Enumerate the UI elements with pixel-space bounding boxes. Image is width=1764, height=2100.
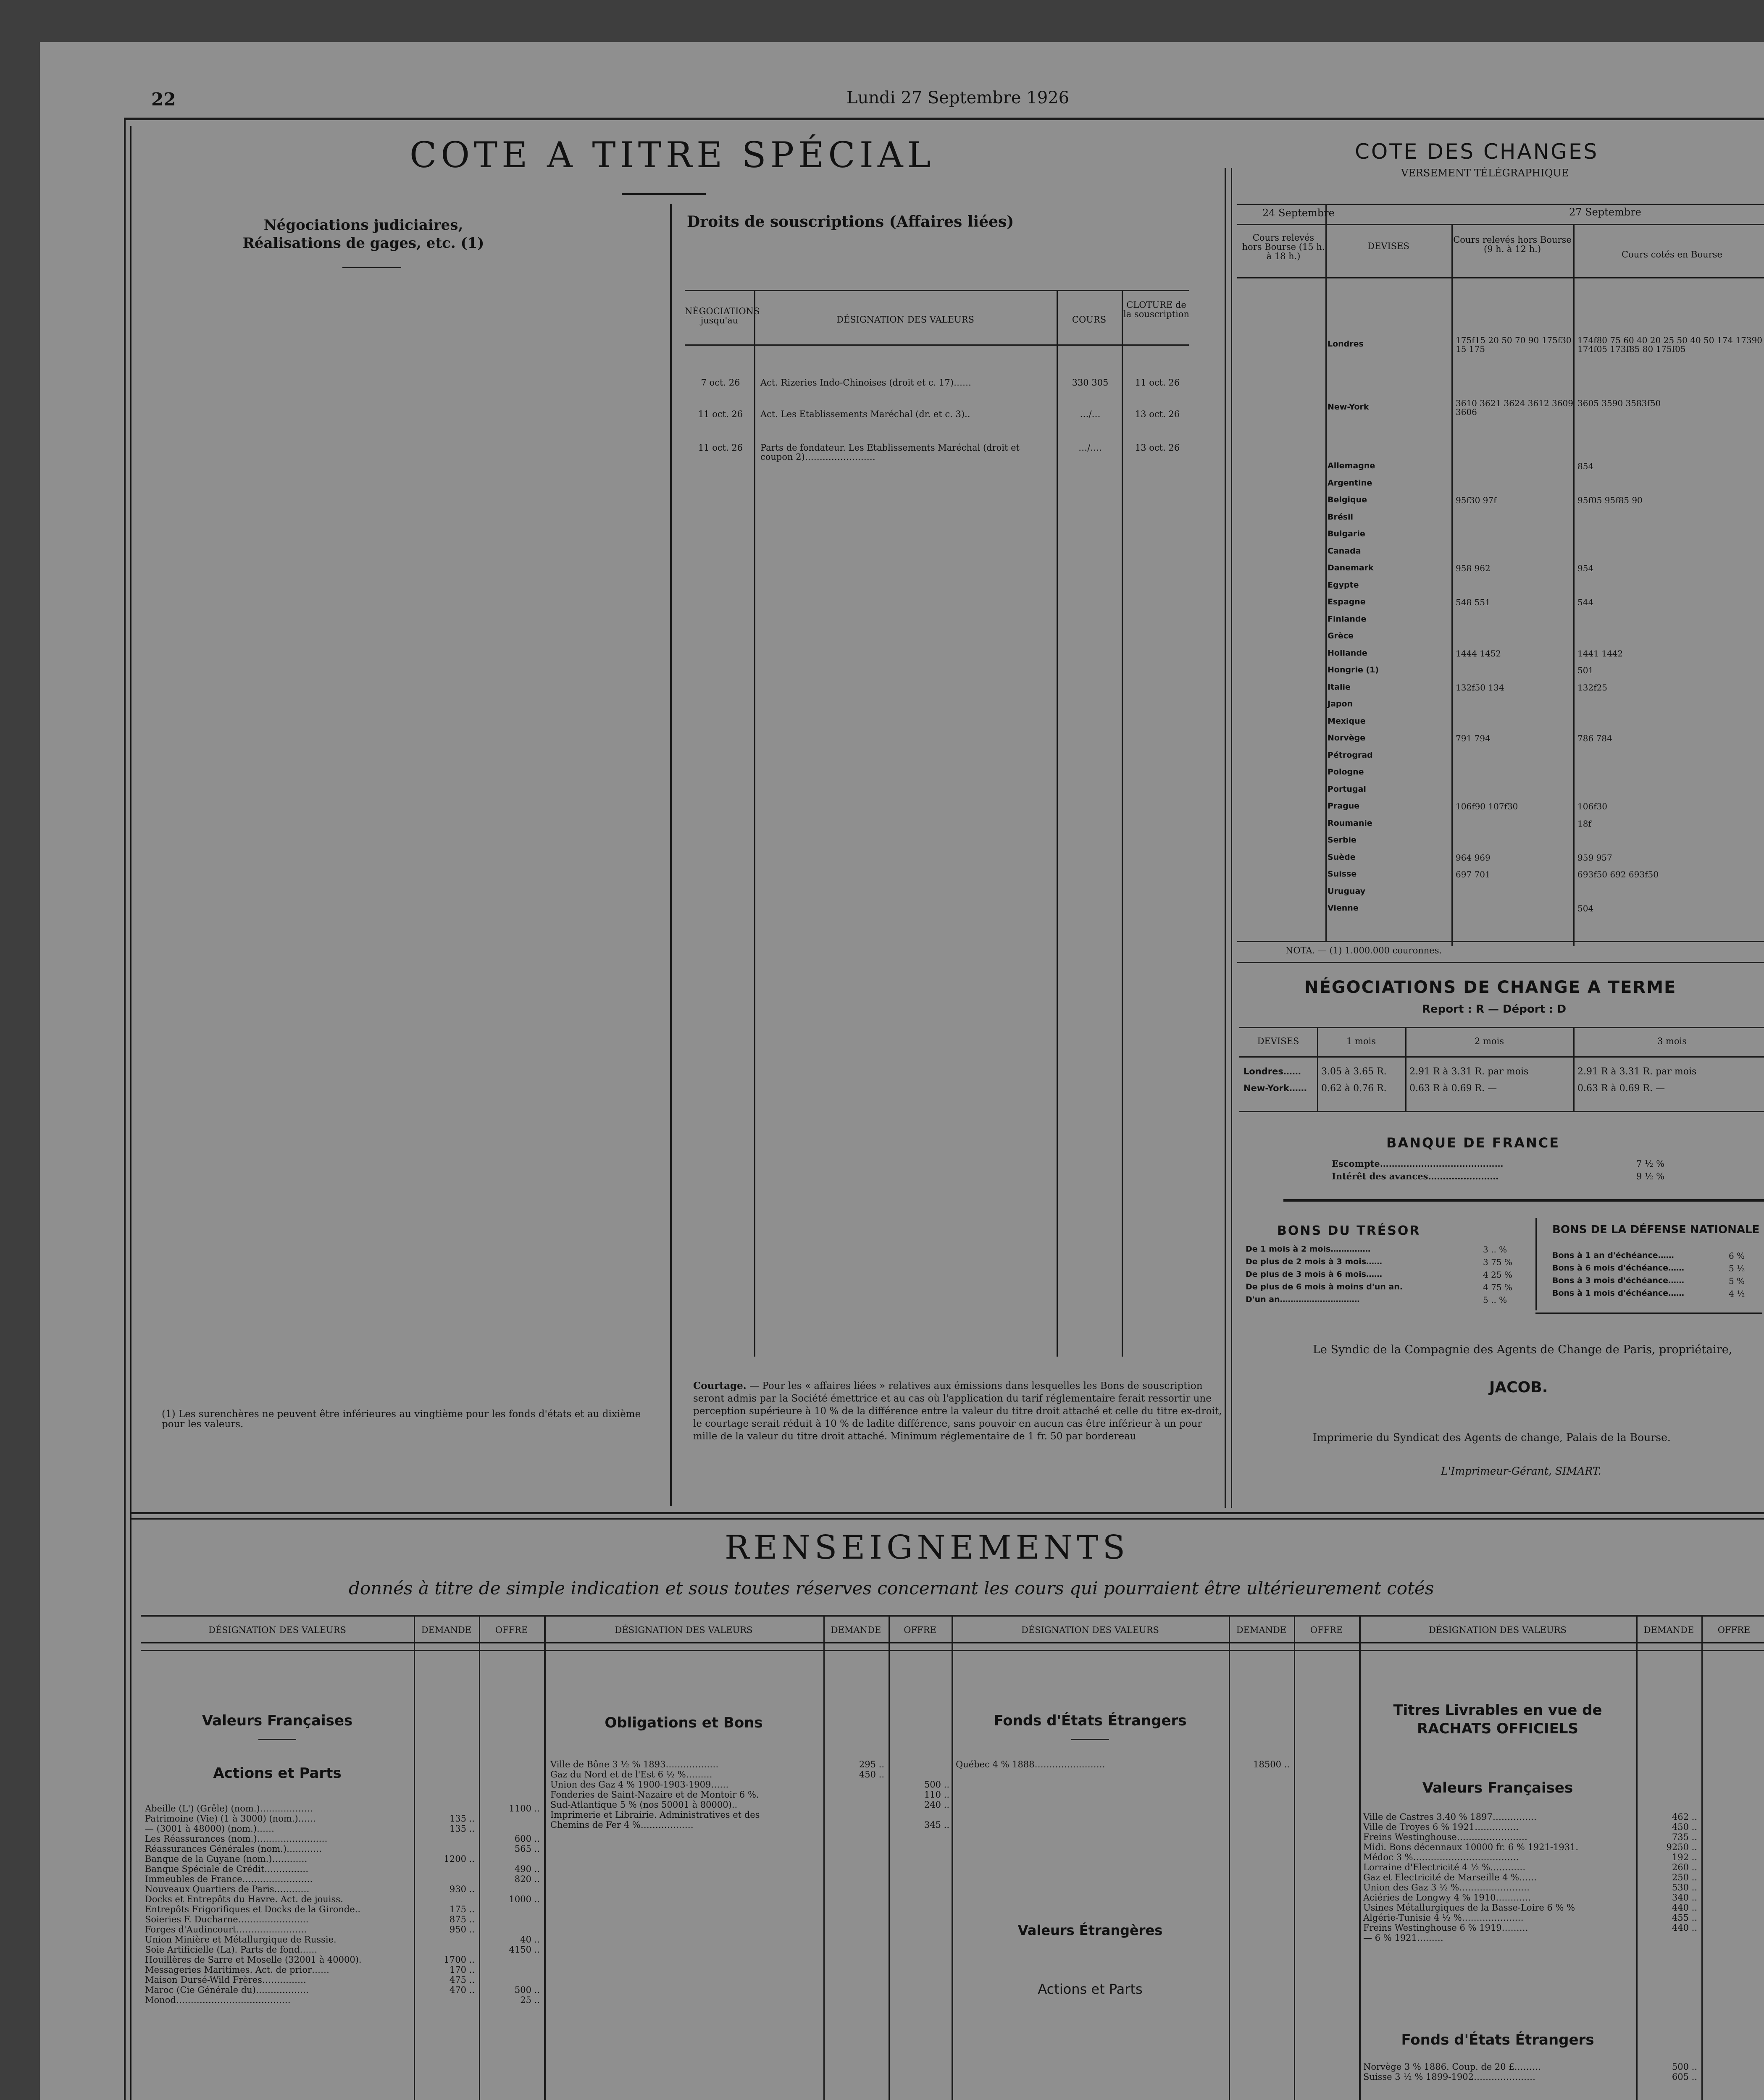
bons-defense-label: Bons à 3 mois d'échéance…… — [1552, 1276, 1685, 1285]
table-col-1 — [754, 290, 755, 1357]
terme-subtitle: Report : R — Déport : D — [1422, 1003, 1567, 1016]
valeur-demande: 295 .. — [859, 1759, 884, 1769]
valeur-demande: 135 .. — [449, 1824, 475, 1834]
souscription-cours: …/… — [1080, 409, 1101, 419]
valeur-name: Houillères de Sarre et Moselle (32001 à 40000). — [145, 1955, 362, 1965]
devise-label: Grèce — [1328, 631, 1354, 640]
rens-col-rule-6 — [952, 1615, 953, 2100]
col3-heading: Fonds d'États Étrangers — [994, 1712, 1187, 1729]
section-rule-2 — [130, 1518, 1764, 1520]
souscription-designation: Parts de fondateur. Les Etablissements Maréchal (droit et coupon 2)…………………… — [760, 443, 1020, 462]
rachat-name: Midi. Bons décennaux 10000 fr. 6 % 1921-1931. — [1363, 1842, 1579, 1852]
valeur-name: Soieries F. Ducharne…………………… — [145, 1914, 309, 1924]
cours-releves: 3610 3621 3624 3612 3609 3606 — [1456, 398, 1573, 417]
rachat-name: Freins Westinghouse 6 % 1919……… — [1363, 1923, 1528, 1933]
rachat-name: Usines Métallurgiques de la Basse-Loire 6 % % — [1363, 1903, 1575, 1913]
rens-th-demande-3: DEMANDE — [1236, 1625, 1287, 1635]
devise-label: Suisse — [1328, 869, 1357, 879]
rachat-name: Lorraine d'Electricité 4 ½ %………… — [1363, 1862, 1526, 1872]
rachat-name: — 6 % 1921……… — [1363, 1933, 1443, 1943]
valeur-name: Les Réassurances (nom.)…………………… — [145, 1834, 328, 1844]
bons-defense-value: 4 ½ — [1729, 1289, 1745, 1299]
cours-releves: 106f90 107f30 — [1456, 801, 1518, 811]
date-right: 27 Septembre — [1569, 206, 1641, 218]
rachat-name: Suisse 3 ½ % 1899-1902………………… — [1363, 2072, 1535, 2082]
th-cours-releves-right: Cours relevés hors Bourse (9 h. à 12 h.) — [1453, 235, 1572, 255]
souscription-designation: Act. Les Etablissements Maréchal (dr. et c. 3).. — [760, 409, 970, 419]
rachat-name: Freins Westinghouse…………………… — [1363, 1832, 1527, 1842]
valeur-name: — (3001 à 48000) (nom.)…… — [145, 1824, 274, 1834]
droits-heading: Droits de souscriptions (Affaires liées) — [687, 213, 1014, 231]
valeur-demande: 450 .. — [859, 1769, 884, 1780]
valeur-name: Québec 4 % 1888…………………… — [956, 1759, 1105, 1769]
cours-cotes: 501 — [1577, 665, 1594, 675]
cours-releves: 132f50 134 — [1456, 682, 1504, 693]
avances-value: 9 ½ % — [1636, 1171, 1665, 1181]
bons-divider — [1535, 1218, 1537, 1310]
changes-head-rule — [1237, 277, 1764, 278]
valeur-name: Monod………………………………… — [145, 1995, 291, 2005]
valeur-name: Réassurances Générales (nom.)………… — [145, 1844, 322, 1854]
nota-bottom-rule — [1237, 962, 1764, 963]
terme-title: NÉGOCIATIONS DE CHANGE A TERME — [1304, 978, 1677, 997]
bons-tresor-label: De 1 mois à 2 mois…………… — [1246, 1244, 1371, 1254]
valeur-offre: 4150 .. — [509, 1945, 540, 1955]
valeur-name: Patrimoine (Vie) (1 à 3000) (nom.)…… — [145, 1814, 316, 1824]
rachat-name: Union des Gaz 3 ½ %…………………… — [1363, 1882, 1530, 1893]
page-date: Lundi 27 Septembre 1926 — [847, 88, 1070, 108]
rachat-name: Médoc 3 %……………………………… — [1363, 1852, 1519, 1862]
rens-th-offre-4: OFFRE — [1717, 1625, 1751, 1635]
valeur-offre: 345 .. — [924, 1820, 949, 1830]
devise-label: Brésil — [1328, 512, 1354, 522]
rachat-demande: 340 .. — [1672, 1893, 1697, 1903]
avances-label: Intérêt des avances…………………… — [1332, 1171, 1499, 1181]
valeur-offre: 500 .. — [514, 1985, 540, 1995]
escompte-label: Escompte…………………………………… — [1332, 1158, 1504, 1169]
terme-devise: New-York…… — [1243, 1083, 1307, 1093]
terme-2mois: 0.63 R à 0.69 R. — — [1409, 1083, 1497, 1094]
table-col-2 — [1057, 290, 1058, 1357]
rens-th-offre-2: OFFRE — [904, 1625, 936, 1635]
page-number: 22 — [151, 89, 176, 110]
souscription-date: 11 oct. 26 — [698, 443, 743, 453]
valeur-offre: 40 .. — [520, 1935, 540, 1945]
rachat-demande: 250 .. — [1672, 1872, 1697, 1882]
devise-label: Portugal — [1328, 784, 1366, 794]
left-rule-inner — [130, 126, 131, 2100]
cours-cotes: 959 957 — [1577, 852, 1612, 863]
cours-cotes: 954 — [1577, 563, 1594, 573]
courtage-note: Courtage. — Pour les « affaires liées » relatives aux émissions dans lesquelles les Bons de souscription seront admis par la Société émettrice et au cas où l'application du tarif réglementaire ferait ressortir une perception supérieure à 10 % de la différence entre la valeur du titre droit attaché et celle du titre ex-droit, le courtage serait réduit à 10 % de ladite différence, sans pouvoir en aucun cas être inférieur à un pour mille de la valeur du titre droit attaché. Minimum réglementaire de 1 fr. 50 par bordereau — [693, 1380, 1222, 1442]
rens-col-rule-5 — [889, 1615, 890, 2100]
cours-cotes: 693f50 692 693f50 — [1577, 869, 1659, 879]
cours-cotes: 3605 3590 3583f50 — [1577, 398, 1661, 408]
devise-label: Norvège — [1328, 733, 1366, 743]
th-terme-2mois: 2 mois — [1474, 1036, 1504, 1046]
devise-label: Bulgarie — [1328, 529, 1365, 538]
rens-th-demande-2: DEMANDE — [831, 1625, 881, 1635]
valeur-demande: 470 .. — [449, 1985, 475, 1995]
table-col-3 — [1122, 290, 1123, 1357]
rachat-name: Gaz et Electricité de Marseille 4 %…… — [1363, 1872, 1537, 1882]
terme-1mois: 3.05 à 3.65 R. — [1321, 1066, 1387, 1077]
cours-releves: 548 551 — [1456, 597, 1491, 607]
valeur-demande: 175 .. — [449, 1904, 475, 1914]
bons-tresor-label: D'un an………………………… — [1246, 1295, 1360, 1304]
souscription-cloture: 11 oct. 26 — [1135, 378, 1180, 388]
rens-th-offre-1: OFFRE — [495, 1625, 528, 1635]
top-rule — [124, 118, 1764, 120]
valeur-name: Entrepôts Frigorifiques et Docks de la Gironde.. — [145, 1904, 361, 1914]
devise-label: Danemark — [1328, 563, 1374, 572]
rens-col-rule-4 — [823, 1615, 825, 2100]
terme-bottom-rule — [1239, 1111, 1764, 1112]
rachat-name: Algérie-Tunisie 4 ½ %………………… — [1363, 1913, 1524, 1923]
rens-th-designation-3: DÉSIGNATION DES VALEURS — [1021, 1625, 1159, 1635]
valeur-demande: 875 .. — [449, 1914, 475, 1924]
bons-defense-value: 5 ½ — [1729, 1263, 1745, 1273]
devise-label: Allemagne — [1328, 461, 1375, 470]
valeur-name: Fonderies de Saint-Nazaire et de Montoir 6 %. — [550, 1790, 759, 1800]
bons-tresor-label: De plus de 2 mois à 3 mois…… — [1246, 1257, 1383, 1266]
changes-top-rule — [1237, 204, 1764, 205]
imprimerie-text: Imprimerie du Syndicat des Agents de change, Palais de la Bourse. — [1313, 1431, 1671, 1444]
bons-defense-label: Bons à 6 mois d'échéance…… — [1552, 1263, 1685, 1273]
cours-cotes: 786 784 — [1577, 733, 1612, 743]
devise-label: Suède — [1328, 852, 1356, 862]
rachat-demande: 440 .. — [1672, 1923, 1697, 1933]
table-head-rule — [685, 344, 1189, 346]
negociations-heading: Négociations judiciaires, Réalisations de gages, etc. (1) — [242, 217, 484, 252]
valeur-name: Ville de Bône 3 ½ % 1893……………… — [550, 1759, 719, 1769]
right-divider-inner — [1231, 168, 1232, 1508]
rens-th-designation-4: DÉSIGNATION DES VALEURS — [1429, 1625, 1567, 1635]
rachat-demande: 455 .. — [1672, 1913, 1697, 1923]
devise-label: Prague — [1328, 801, 1360, 811]
devise-label: Uruguay — [1328, 886, 1366, 896]
devise-label: Finlande — [1328, 614, 1367, 624]
th-cours: COURS — [1072, 315, 1107, 325]
devise-label: Pétrograd — [1328, 750, 1373, 760]
souscription-cours: 330 305 — [1072, 378, 1109, 388]
col4-section-2: Fonds d'États Étrangers — [1401, 2032, 1594, 2048]
devise-label: New-York — [1328, 402, 1369, 412]
valeur-demande: 18500 .. — [1253, 1759, 1290, 1769]
devise-label: Belgique — [1328, 495, 1367, 504]
valeur-offre: 565 .. — [514, 1844, 540, 1854]
left-rule — [124, 118, 126, 2100]
cote-titre-title: COTE A TITRE SPÉCIAL — [410, 134, 935, 176]
valeur-name: Forges d'Audincourt…………………… — [145, 1924, 307, 1935]
rachat-demande: 605 .. — [1672, 2072, 1697, 2082]
bons-defense-label: Bons à 1 an d'échéance…… — [1552, 1251, 1674, 1260]
changes-col-1 — [1325, 204, 1327, 941]
rens-th-demande-1: DEMANDE — [421, 1625, 472, 1635]
devise-label: Mexique — [1328, 716, 1366, 726]
rachat-demande: 462 .. — [1672, 1812, 1697, 1822]
th-designation: DÉSIGNATION DES VALEURS — [836, 315, 974, 325]
valeur-name: Imprimerie et Librairie. Administratives et des — [550, 1810, 760, 1820]
valeur-name: Maison Dursé-Wild Frères…………… — [145, 1975, 306, 1985]
valeur-offre: 500 .. — [924, 1780, 949, 1790]
valeur-name: Chemins de Fer 4 %……………… — [550, 1820, 694, 1830]
valeur-demande: 475 .. — [449, 1975, 475, 1985]
rachat-demande: 260 .. — [1672, 1862, 1697, 1872]
souscription-cloture: 13 oct. 26 — [1135, 409, 1180, 419]
valeur-name: Banque Spéciale de Crédit…………… — [145, 1864, 309, 1874]
devise-label: Canada — [1328, 546, 1361, 556]
rens-th-designation-1: DÉSIGNATION DES VALEURS — [208, 1625, 346, 1635]
valeur-name: Gaz du Nord et de l'Est 6 ½ %……… — [550, 1769, 712, 1780]
valeur-demande: 170 .. — [449, 1965, 475, 1975]
cours-cotes: 1441 1442 — [1577, 648, 1623, 659]
bons-defense-value: 6 % — [1729, 1251, 1745, 1261]
rens-th-demande-4: DEMANDE — [1643, 1625, 1694, 1635]
valeur-demande: 930 .. — [449, 1884, 475, 1894]
valeur-name: Union Minière et Métallurgique de Russie. — [145, 1935, 337, 1945]
souscription-cours: …/…. — [1078, 443, 1102, 453]
col1-heading-rule — [258, 1739, 296, 1740]
rens-col-rule-2 — [479, 1615, 480, 2100]
changes-date-rule — [1237, 224, 1764, 225]
rens-col-rule-3 — [544, 1615, 546, 2100]
bons-tresor-value: 5 .. % — [1483, 1295, 1507, 1305]
cours-releves: 95f30 97f — [1456, 495, 1497, 505]
cours-cotes: 544 — [1577, 597, 1594, 607]
banque-title: BANQUE DE FRANCE — [1386, 1135, 1560, 1151]
souscription-designation: Act. Rizeries Indo-Chinoises (droit et c. 17)…… — [760, 378, 971, 388]
terme-1mois: 0.62 à 0.76 R. — [1321, 1083, 1387, 1094]
rachat-name: Ville de Castres 3.40 % 1897…………… — [1363, 1812, 1537, 1822]
rens-th-designation-2: DÉSIGNATION DES VALEURS — [615, 1625, 753, 1635]
bons-tresor-title: BONS DU TRÉSOR — [1277, 1223, 1421, 1238]
col3-heading-rule — [1071, 1739, 1109, 1740]
th-terme-1mois: 1 mois — [1346, 1036, 1376, 1046]
souscription-cloture: 13 oct. 26 — [1135, 443, 1180, 453]
valeur-name: Union des Gaz 4 % 1900-1903-1909…… — [550, 1780, 729, 1790]
valeur-name: Nouveaux Quartiers de Paris………… — [145, 1884, 310, 1894]
valeur-offre: 110 .. — [924, 1790, 949, 1800]
devise-label: Japon — [1328, 699, 1353, 709]
terme-3mois: 2.91 R à 3.31 R. par mois — [1577, 1066, 1697, 1077]
cours-cotes: 132f25 — [1577, 682, 1608, 693]
terme-3mois: 0.63 R à 0.69 R. — — [1577, 1083, 1665, 1094]
rachat-demande: 450 .. — [1672, 1822, 1697, 1832]
cours-releves: 175f15 20 50 70 90 175f30 15 175 — [1456, 335, 1572, 354]
valeur-name: Sud-Atlantique 5 % (nos 50001 à 80000).. — [550, 1800, 738, 1810]
rachat-name: Norvège 3 % 1886. Coup. de 20 £……… — [1363, 2062, 1541, 2072]
cours-cotes: 174f80 75 60 40 20 25 50 40 50 174 17390 174f05 173f85 80 175f05 — [1577, 335, 1762, 354]
right-divider — [1225, 168, 1226, 1508]
valeur-name: Abeille (L') (Grêle) (nom.)……………… — [145, 1803, 313, 1814]
valeur-offre: 820 .. — [514, 1874, 540, 1884]
terme-2mois: 2.91 R à 3.31 R. par mois — [1409, 1066, 1529, 1077]
middle-divider — [670, 204, 672, 1506]
col1-subheading: Actions et Parts — [213, 1765, 342, 1782]
devise-label: Espagne — [1328, 597, 1366, 606]
bons-tresor-label: De plus de 6 mois à moins d'un an. — [1246, 1282, 1403, 1292]
imprimeur-text: L'Imprimeur-Gérant, SIMART. — [1441, 1465, 1601, 1477]
col4-heading: Titres Livrables en vue de RACHATS OFFICIELS — [1393, 1702, 1602, 1738]
th-cours-releves-left: Cours relevés hors Bourse (15 h. à 18 h.) — [1242, 233, 1325, 262]
valeur-offre: 600 .. — [514, 1834, 540, 1844]
devise-label: Argentine — [1328, 478, 1372, 488]
th-devises: DEVISES — [1367, 241, 1409, 251]
rens-col-rule-11 — [1701, 1615, 1703, 2100]
col3-subheading-2: Actions et Parts — [1038, 1981, 1143, 1997]
valeur-offre: 1100 .. — [509, 1803, 540, 1814]
nota-rule — [1237, 941, 1764, 942]
surencheres-note: (1) Les surenchères ne peuvent être inférieures au vingtième pour les fonds d'états et au dixième pour les valeurs. — [162, 1409, 641, 1430]
valeur-name: Messageries Maritimes. Act. de prior…… — [145, 1965, 330, 1975]
devise-label: Italie — [1328, 682, 1351, 692]
souscription-date: 11 oct. 26 — [698, 409, 743, 419]
bons-tresor-value: 3 75 % — [1483, 1257, 1512, 1267]
renseignements-subtitle: donnés à titre de simple indication et sous toutes réserves concernant les cours qui pourraient être ultérieurement cotés — [349, 1578, 1434, 1599]
devise-label: Roumanie — [1328, 818, 1372, 828]
escompte-value: 7 ½ % — [1636, 1159, 1665, 1169]
newspaper-page — [40, 42, 1764, 2100]
valeur-demande: 1700 .. — [444, 1955, 475, 1965]
rens-th-offre-3: OFFRE — [1310, 1625, 1343, 1635]
rachat-demande: 530 .. — [1672, 1882, 1697, 1893]
th-terme-3mois: 3 mois — [1657, 1036, 1687, 1046]
valeur-offre: 1000 .. — [509, 1894, 540, 1904]
cours-releves: 1444 1452 — [1456, 648, 1501, 659]
col3-heading-2: Valeurs Étrangères — [1017, 1922, 1163, 1938]
th-cloture: CLOTURE de la souscription — [1123, 300, 1189, 320]
rens-col-rule-9 — [1359, 1615, 1361, 2100]
rachat-name: Ville de Troyes 6 % 1921…………… — [1363, 1822, 1519, 1832]
devise-label: Egypte — [1328, 580, 1359, 590]
valeur-offre: 240 .. — [924, 1800, 949, 1810]
rens-col-rule-1 — [414, 1615, 415, 2100]
th-terme-devises: DEVISES — [1257, 1036, 1299, 1046]
bons-tresor-label: De plus de 3 mois à 6 mois…… — [1246, 1270, 1383, 1279]
syndic-text: Le Syndic de la Compagnie des Agents de Change de Paris, propriétaire, — [1313, 1343, 1732, 1356]
cours-cotes: 854 — [1577, 461, 1594, 471]
changes-title: COTE DES CHANGES — [1355, 139, 1599, 164]
rachat-demande: 192 .. — [1672, 1852, 1697, 1862]
devise-label: Vienne — [1328, 903, 1359, 913]
rachat-name: Aciéries de Longwy 4 % 1910………… — [1363, 1893, 1531, 1903]
cours-releves: 697 701 — [1456, 869, 1491, 879]
cours-releves: 791 794 — [1456, 733, 1491, 743]
section-rule — [130, 1512, 1764, 1514]
bons-defense-value: 5 % — [1729, 1276, 1745, 1286]
nota-text: NOTA. — (1) 1.000.000 couronnes. — [1286, 945, 1442, 956]
rachat-demande: 735 .. — [1672, 1832, 1697, 1842]
valeur-name: Soie Artificielle (La). Parts de fond…… — [145, 1945, 318, 1955]
bons-bottom-rule — [1535, 1312, 1762, 1314]
cours-cotes: 106f30 — [1577, 801, 1608, 811]
cours-cotes: 504 — [1577, 903, 1594, 914]
bons-tresor-value: 3 .. % — [1483, 1244, 1507, 1255]
changes-col-3 — [1573, 224, 1575, 946]
devise-label: Hongrie (1) — [1328, 665, 1379, 675]
devise-label: Pologne — [1328, 767, 1364, 777]
souscription-date: 7 oct. 26 — [701, 378, 740, 388]
valeur-demande: 1200 .. — [444, 1854, 475, 1864]
rens-col-rule-7 — [1229, 1615, 1230, 2100]
col2-heading: Obligations et Bons — [605, 1714, 763, 1731]
title-ornament — [622, 193, 706, 195]
col1-heading: Valeurs Françaises — [202, 1712, 353, 1729]
heading-rule — [342, 267, 401, 268]
rachat-demande: 440 .. — [1672, 1903, 1697, 1913]
cours-cotes: 18f — [1577, 818, 1591, 829]
changes-col-2 — [1451, 224, 1453, 946]
cours-releves: 964 969 — [1456, 852, 1491, 863]
valeur-name: Banque de la Guyane (nom.)………… — [145, 1854, 308, 1864]
changes-subtitle: VERSEMENT TÉLÉGRAPHIQUE — [1401, 167, 1569, 179]
valeur-offre: 490 .. — [514, 1864, 540, 1874]
bons-tresor-value: 4 75 % — [1483, 1282, 1512, 1292]
rachat-demande: 9250 .. — [1666, 1842, 1697, 1852]
table-top-rule — [685, 290, 1189, 291]
bons-defense-title: BONS DE LA DÉFENSE NATIONALE — [1552, 1223, 1760, 1236]
bons-tresor-value: 4 25 % — [1483, 1270, 1512, 1280]
devise-label: Londres — [1328, 339, 1364, 349]
devise-label: Serbie — [1328, 835, 1357, 845]
renseignements-title: RENSEIGNEMENTS — [725, 1529, 1130, 1567]
date-left: 24 Septembre — [1262, 207, 1335, 219]
rens-col-rule-10 — [1636, 1615, 1638, 2100]
th-cours-cotes: Cours cotés en Bourse — [1622, 249, 1722, 260]
valeur-name: Immeubles de France…………………… — [145, 1874, 313, 1884]
valeur-demande: 135 .. — [449, 1814, 475, 1824]
jacob-name: JACOB. — [1489, 1379, 1548, 1396]
bons-defense-label: Bons à 1 mois d'échéance…… — [1552, 1289, 1685, 1298]
cours-releves: 958 962 — [1456, 563, 1491, 573]
th-negociations: NÉGOCIATIONS jusqu'au — [685, 306, 760, 326]
devise-label: Hollande — [1328, 648, 1367, 658]
valeur-name: Docks et Entrepôts du Havre. Act. de jouiss. — [145, 1894, 343, 1904]
col4-section-1: Valeurs Françaises — [1422, 1780, 1573, 1796]
cours-cotes: 95f05 95f85 90 — [1577, 495, 1643, 505]
bons-top-rule — [1283, 1199, 1764, 1202]
valeur-offre: 25 .. — [520, 1995, 540, 2005]
rens-col-rule-8 — [1294, 1615, 1295, 2100]
terme-devise: Londres…… — [1243, 1066, 1301, 1076]
rachat-demande: 500 .. — [1672, 2062, 1697, 2072]
valeur-name: Maroc (Cie Générale du)……………… — [145, 1985, 309, 1995]
valeur-demande: 950 .. — [449, 1924, 475, 1935]
